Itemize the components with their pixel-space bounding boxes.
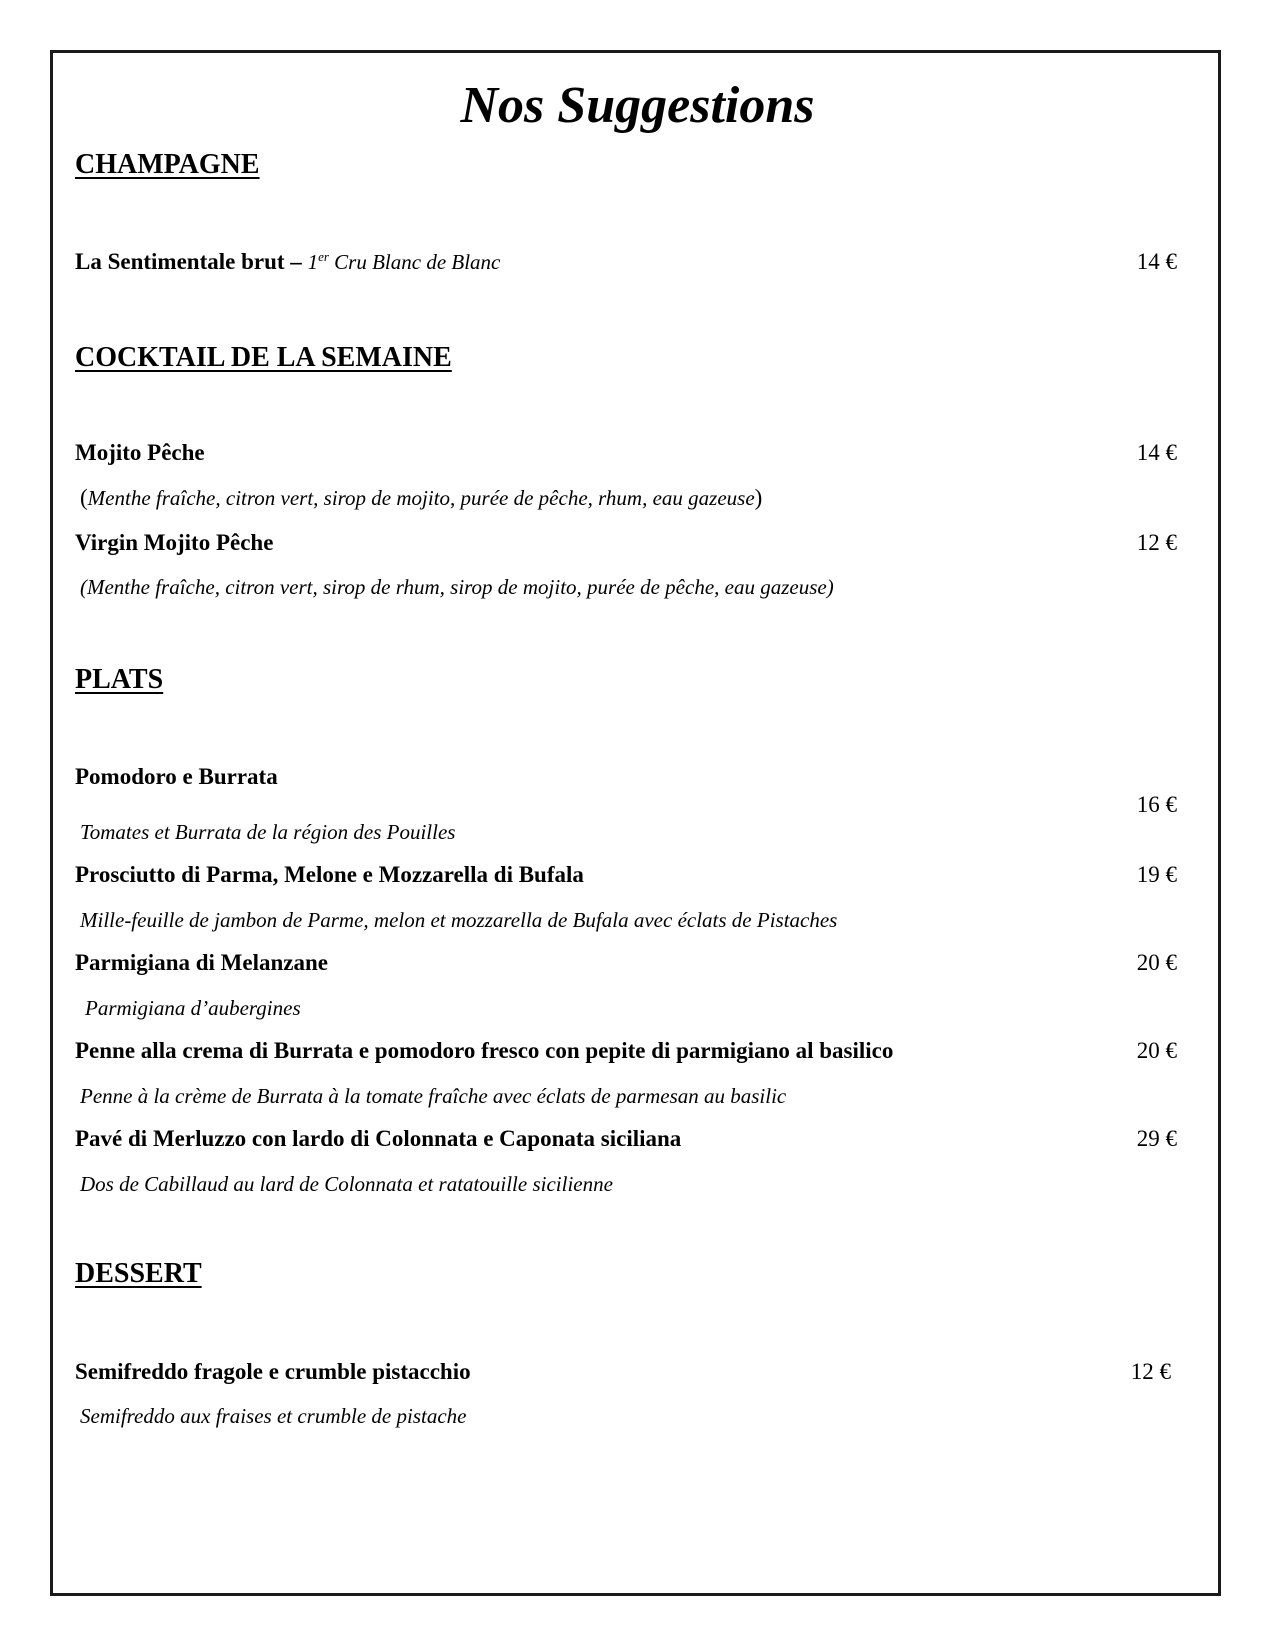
item-name: La Sentimentale brut –	[75, 249, 308, 274]
menu-item-mojito-peche: Mojito Pêche	[75, 440, 205, 465]
item-description: (Menthe fraîche, citron vert, sirop de mojito, purée de pêche, rhum, eau gazeuse)	[80, 485, 763, 510]
item-description: Dos de Cabillaud au lard de Colonnata et ratatouille sicilienne	[80, 1172, 613, 1196]
item-description: Tomates et Burrata de la région des Pouilles	[80, 820, 456, 844]
menu-item-virgin-mojito-peche: Virgin Mojito Pêche	[75, 530, 274, 555]
item-price: 29 €	[1136, 1126, 1177, 1151]
item-price: 12 €	[1136, 530, 1177, 555]
item-price: 12 €	[1130, 1359, 1171, 1384]
item-description: Mille-feuille de jambon de Parme, melon et mozzarella de Bufala avec éclats de Pistaches	[80, 908, 838, 932]
menu-item-la-sentimentale	[75, 247, 500, 277]
item-price: 14 €	[1136, 249, 1177, 274]
item-price: 16 €	[1136, 792, 1177, 817]
item-description: Semifreddo aux fraises et crumble de pistache	[80, 1404, 467, 1428]
menu-item-parmigiana-di-melanzane: Parmigiana di Melanzane	[75, 950, 328, 975]
item-price: 20 €	[1136, 950, 1177, 975]
menu-item-prosciutto-di-parma: Prosciutto di Parma, Melone e Mozzarella di Bufala	[75, 862, 584, 887]
section-heading-cocktail: COCKTAIL DE LA SEMAINE	[75, 342, 452, 373]
item-price: 14 €	[1136, 440, 1177, 465]
item-price: 20 €	[1136, 1038, 1177, 1063]
item-description: Penne à la crème de Burrata à la tomate fraîche avec éclats de parmesan au basilic	[80, 1084, 787, 1108]
menu-item-pomodoro-e-burrata: Pomodoro e Burrata	[75, 764, 278, 789]
menu-item-pave-di-merluzzo: Pavé di Merluzzo con lardo di Colonnata e Caponata siciliana	[75, 1126, 682, 1151]
section-heading-plats: PLATS	[75, 664, 164, 695]
section-heading-champagne: CHAMPAGNE	[75, 149, 260, 180]
section-heading-dessert: DESSERT	[75, 1258, 202, 1289]
menu-item-penne-alla-crema: Penne alla crema di Burrata e pomodoro fresco con pepite di parmigiano al basilico	[75, 1038, 894, 1063]
menu-item-semifreddo: Semifreddo fragole e crumble pistacchio	[75, 1359, 471, 1384]
item-description: (Menthe fraîche, citron vert, sirop de rhum, sirop de mojito, purée de pêche, eau gazeuse)	[80, 575, 834, 599]
item-subtitle: 1er Cru Blanc de Blanc	[307, 249, 501, 274]
item-description: Parmigiana d’aubergines	[85, 996, 301, 1020]
item-price: 19 €	[1136, 862, 1177, 887]
menu-title: Nos Suggestions	[460, 77, 815, 134]
